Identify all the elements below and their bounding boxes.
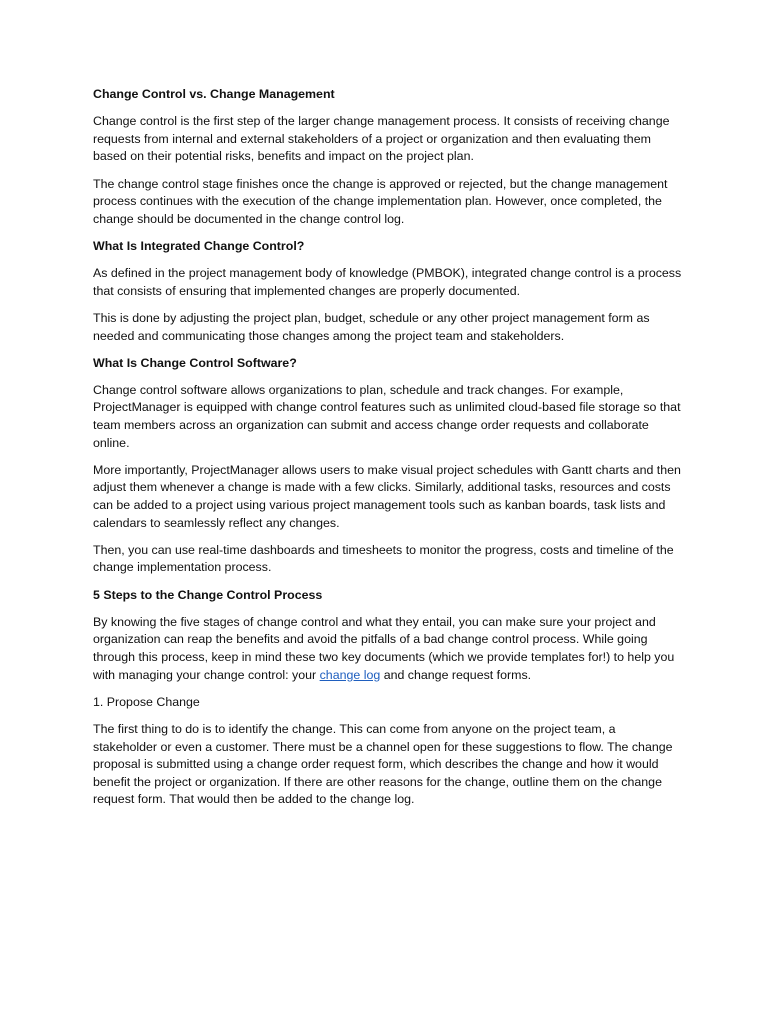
paragraph-text: By knowing the five stages of change control and what they entail, you can make sure your project and organization can reap the benefits and avoid the pitfalls of a bad change control process. While going through this process, keep in mind these two key documents (which we provide templates for!) to help you with managing your change control: your: [93, 614, 675, 682]
paragraph: As defined in the project management body of knowledge (PMBOK), integrated change control is a process that consists of ensuring that implemented changes are properly documented.: [93, 266, 682, 298]
paragraph: Change control software allows organizations to plan, schedule and track changes. For example, ProjectManager is equipped with change control features such as unlimited cloud-based file storage so that team members across an organization can submit and access change order requests and collaborate online.: [93, 382, 681, 450]
paragraph: The change control stage finishes once the change is approved or rejected, but the change management process continues with the execution of the change implementation plan. However, once completed, the change should be documented in the change control log.: [93, 176, 668, 226]
heading-change-control-vs-management: Change Control vs. Change Management: [93, 87, 335, 101]
paragraph: Change control is the first step of the larger change management process. It consists of receiving change requests from internal and external stakeholders of a project or organization and then evaluating them based on their potential risks, benefits and impact on the project plan.: [93, 114, 670, 164]
paragraph: This is done by adjusting the project plan, budget, schedule or any other project management form as needed and communicating those changes among the project team and stakeholders.: [93, 310, 650, 343]
paragraph-text: and change request forms.: [380, 667, 532, 682]
document-page: [93, 86, 683, 819]
paragraph-with-link: [93, 614, 683, 684]
change-log-link[interactable]: change log: [319, 667, 381, 682]
step-heading-propose-change: 1. Propose Change: [93, 694, 200, 709]
paragraph: The first thing to do is to identify the change. This can come from anyone on the project team, a stakeholder or even a customer. There must be a channel open for these suggestions to flow. The change proposal is submitted using a change order request form, which describes the change and how it would benefit the project or organization. If there are other reasons for the change, outline them on the change request form. That would then be added to the change log.: [93, 721, 673, 807]
heading-integrated-change-control: What Is Integrated Change Control?: [93, 238, 305, 253]
paragraph: More importantly, ProjectManager allows users to make visual project schedules with Gantt charts and then adjust them whenever a change is made with a few clicks. Similarly, additional tasks, resources and costs can be added to a project using various project management tools such as kanban boards, task lists and calendars to seamlessly reflect any changes.: [93, 462, 681, 530]
paragraph: Then, you can use real-time dashboards and timesheets to monitor the progress, costs and timeline of the change implementation process.: [93, 542, 674, 575]
heading-change-control-software: What Is Change Control Software?: [93, 355, 297, 370]
heading-five-steps: 5 Steps to the Change Control Process: [93, 587, 323, 602]
